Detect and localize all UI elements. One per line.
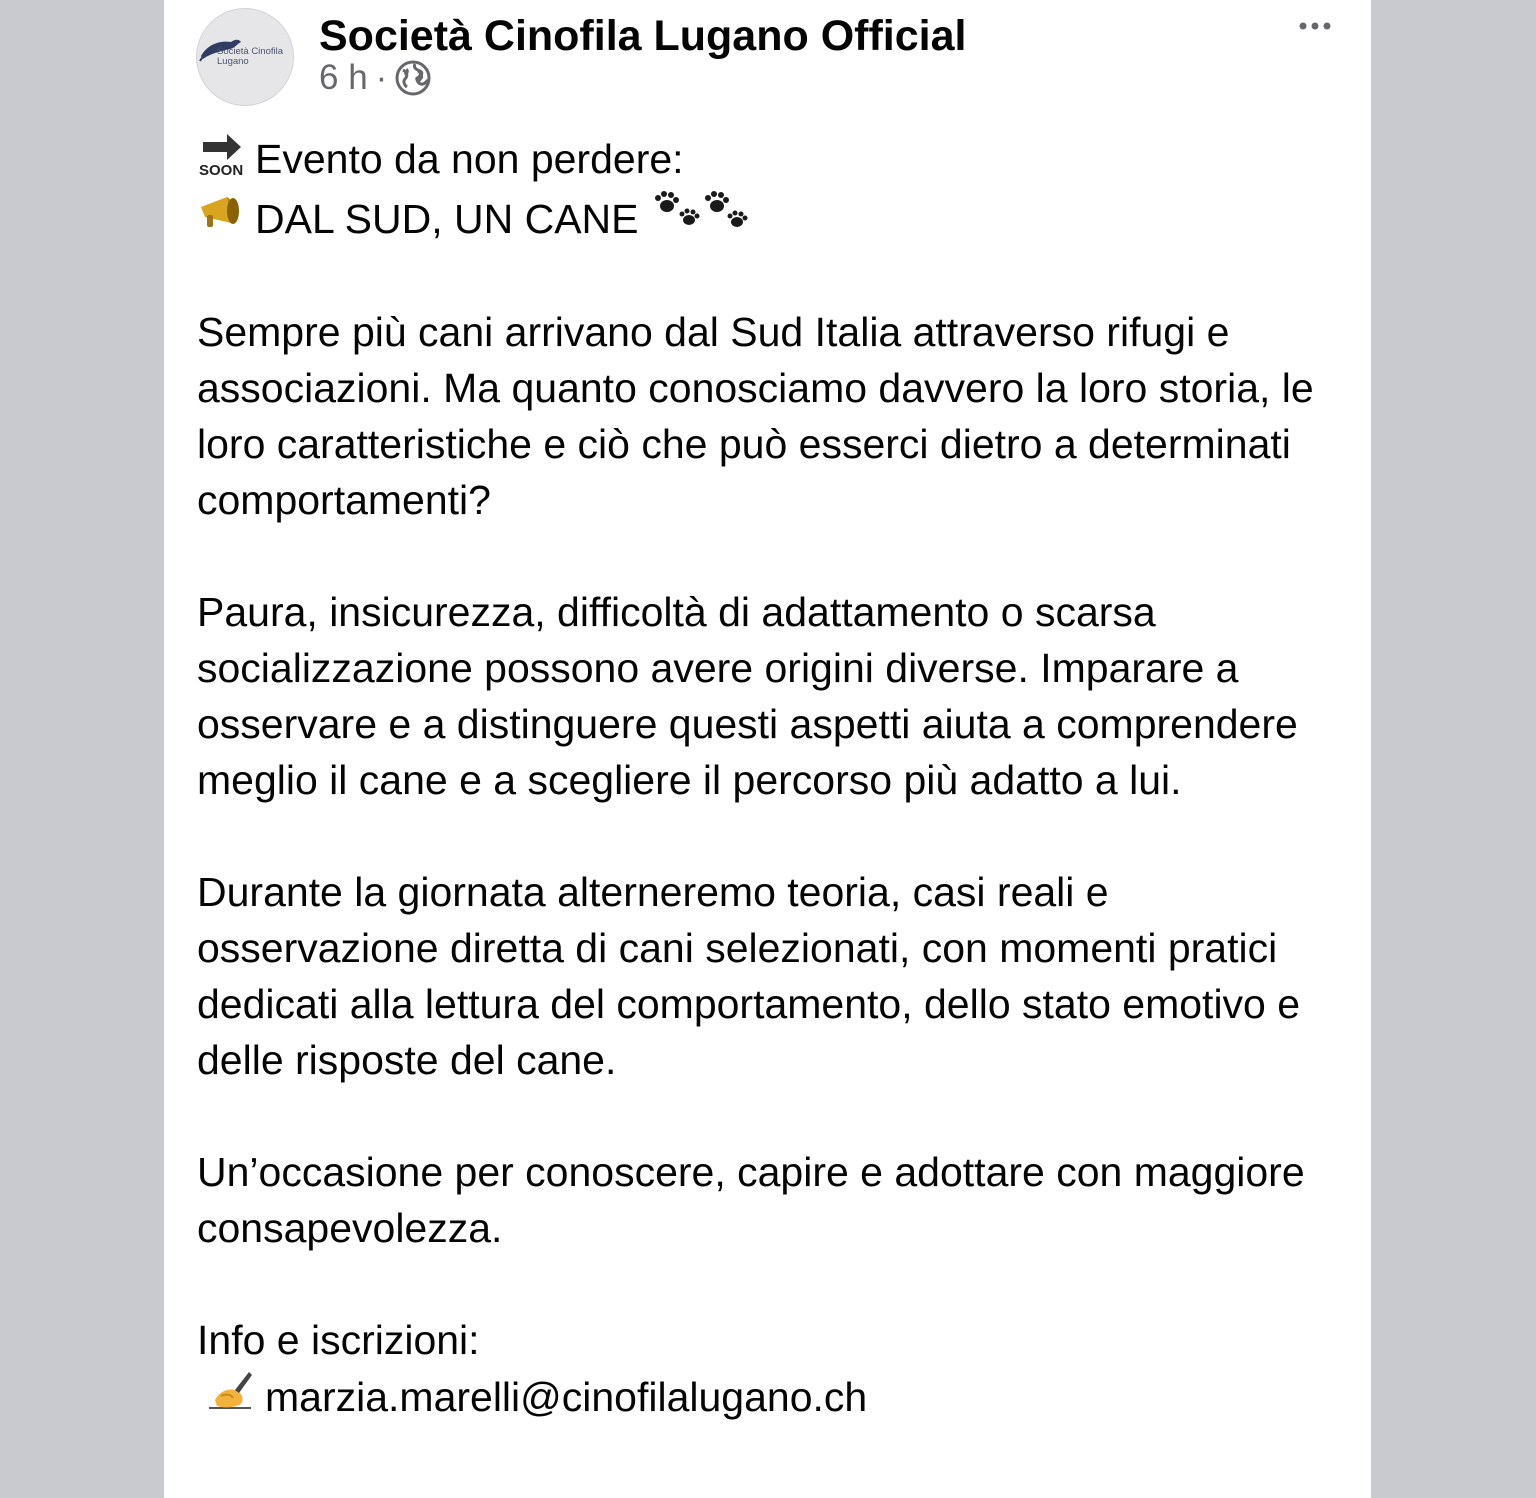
headline-event [197,128,1347,190]
more-options-icon[interactable] [1297,12,1337,42]
page-name[interactable]: Società Cinofila Lugano Official [319,12,967,60]
info-label: Info e iscrizioni: [197,1317,480,1363]
post-meta [319,58,431,98]
paragraph-intro: Sempre più cani arrivano dal Sud Italia attraverso rifugi e associazioni. Ma quanto conosciamo davvero la loro storia, le loro caratteristiche e ciò che può esserci dietro a determinati comportamenti? [197,309,1314,523]
post-timestamp[interactable]: 6 h [319,58,368,97]
paragraph-closing: Un’occasione per conoscere, capire e adottare con maggiore consapevolezza. [197,1149,1305,1251]
paw-prints-icon [649,190,749,248]
headline-title-text: DAL SUD, UN CANE [255,196,639,242]
headline-title [197,190,1347,248]
post-text [197,128,1347,1426]
writing-hand-icon [205,1368,255,1426]
megaphone-icon [197,191,245,247]
contact-line [197,1368,1347,1426]
paragraph-behavior: Paura, insicurezza, difficoltà di adattamento o scarsa socializzazione possono avere origini diverse. Imparare a osservare e a distinguere questi aspetti aiuta a comprendere meglio il cane e a scegliere il percorso più adatto a lui. [197,589,1298,803]
post-card [164,0,1371,1498]
globe-icon[interactable] [395,60,431,96]
contact-email-link[interactable]: marzia.marelli@cinofilalugano.ch [265,1374,868,1420]
meta-separator: · [375,58,388,97]
soon-arrow-icon [197,128,245,190]
page-avatar[interactable] [196,8,294,106]
avatar-logo-text: Società Cinofila Lugano [217,46,284,67]
post-header [164,0,1371,115]
headline-event-text: Evento da non perdere: [255,136,684,182]
paragraph-program: Durante la giornata alterneremo teoria, casi reali e osservazione diretta di cani selezionati, con momenti pratici dedicati alla lettura del comportamento, dello stato emotivo e delle risposte del cane. [197,869,1301,1083]
svg-text:SOON: SOON [199,162,244,176]
